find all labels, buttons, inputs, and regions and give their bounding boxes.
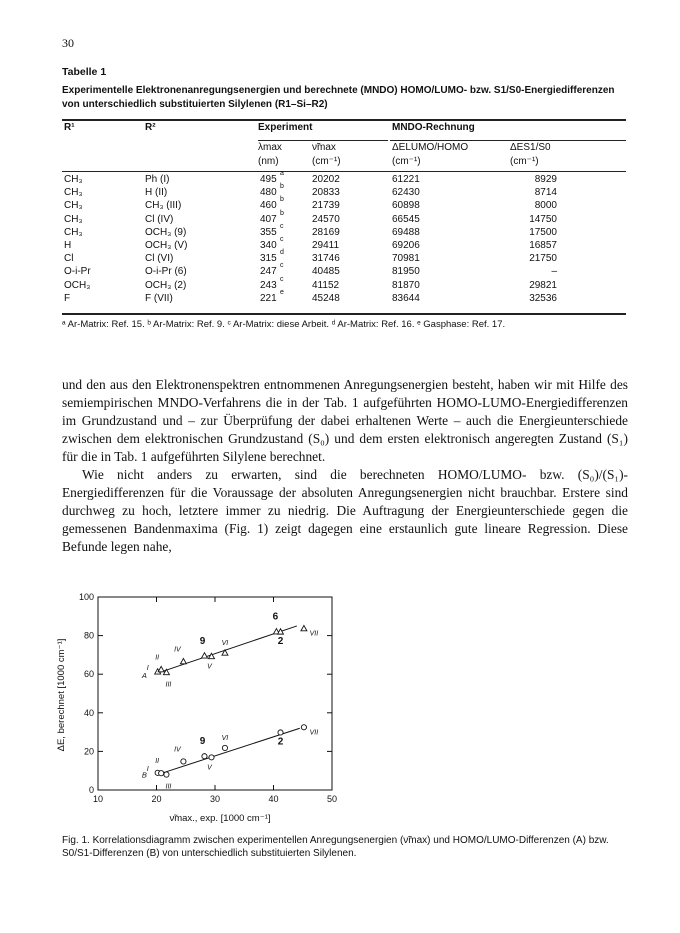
cell-delta-s: 32536 [529,292,557,304]
cell-delta-s: – [551,266,557,278]
data-point-label: VI [221,639,229,647]
cell-delta-homo: 81870 [392,279,420,291]
cell-r1: O-i-Pr [64,266,91,278]
data-point-B [202,754,207,759]
cell-footnote-mark: c [280,262,284,270]
data-point-A [301,625,307,630]
table-title: Tabelle 1 [62,66,107,78]
cell-nu: 45248 [312,292,340,304]
paragraph-1: und den aus den Elektronenspektren entnommenen Anregungsenergien besteht, haben wir mit Hilfe des semiempirischen MNDO-Verfahrens die in der Tab. 1 aufgeführten HOMO-LUMO-Energiedifferenzen im Grundzustand und – zur Überprüfung der dabei erhaltenen Werte – auch die Energieunterschiede zwischen dem elektronischen Grundzustand (S₀) und dem ersten elektronisch angeregten Zustand (S₁) für die in Tab. 1 aufgeführten Silylene berechnet. [62,377,628,464]
cell-delta-s: 16857 [529,240,557,251]
cell-lambda: 495 [260,174,277,185]
cell-r2: OCH₃ (2) [145,279,187,291]
cell-delta-homo: 81950 [392,266,420,278]
body-text [62,376,628,556]
data-point-label: I [146,664,149,672]
cell-r1: CH₃ [64,174,83,185]
table-header-rule [62,171,626,172]
experiment-rule [258,140,388,141]
data-point-label: 6 [272,611,279,623]
cell-delta-homo: 61221 [392,174,420,185]
cell-footnote-mark: e [280,288,284,296]
data-point-B [301,725,306,730]
cell-r2: Cl (VI) [145,253,174,265]
header-delta-s-unit: (cm⁻¹) [510,156,539,167]
header-nu: ν̃max [312,142,336,153]
cell-nu: 24570 [312,213,340,225]
y-tick-label: 100 [78,592,94,602]
cell-delta-s: 8000 [534,200,557,212]
cell-nu: 28169 [312,226,340,238]
cell-r2: O-i-Pr (6) [145,266,187,278]
header-delta-homo: ΔELUMO/HOMO [392,142,469,153]
data-point-label: II [155,654,160,662]
cell-lambda: 247 [260,266,277,278]
cell-lambda: 480 [260,187,277,199]
header-lambda: λmax [258,142,282,153]
cell-footnote-mark: c [280,275,284,283]
table-footnotes: ᵃ Ar-Matrix: Ref. 15. ᵇ Ar-Matrix: Ref. 9. ᶜ Ar-Matrix: diese Arbeit. ᵈ Ar-Matrix: Ref. 16. ᵉ Gasphase: Ref. 17. [62,319,506,330]
cell-r2: CH₃ (III) [145,200,182,212]
figure-caption: Fig. 1. Korrelationsdiagramm zwischen experimentellen Anregungsenergien (ν̃max) und HOMO/LUMO-Differenzen (A) bzw. S0/S1-Differenzen (B) von unterschiedlich substituierten Silylenen. [62,835,609,859]
data-point-label: 2 [277,736,284,748]
data-point-A [201,653,207,658]
cell-r2: F (VII) [145,292,173,304]
cell-nu: 31746 [312,253,340,265]
cell-lambda: 355 [260,226,277,238]
cell-delta-s: 21750 [529,253,557,265]
data-point-B [222,745,227,750]
cell-r2: OCH₃ (9) [145,226,187,238]
data-point-label: IV [174,646,181,654]
data-point-label: VII [309,729,319,737]
header-delta-homo-unit: (cm⁻¹) [392,156,421,167]
header-experiment: Experiment [258,122,313,133]
data-point-label: I [146,765,149,773]
cell-r2: OCH₃ (V) [145,240,188,251]
data-point-B [164,772,169,777]
data-point-B [278,730,283,735]
cell-delta-homo: 66545 [392,213,420,225]
x-axis-label: ν̃max., exp. [1000 cm⁻¹] [169,813,271,824]
y-tick-label: 0 [88,785,94,795]
cell-r1: CH₃ [64,187,83,199]
data-point-label: 2 [277,635,284,647]
header-r2: R² [145,122,156,133]
header-mndo: MNDO-Rechnung [392,122,475,133]
mndo-rule [390,140,626,141]
cell-delta-s: 8714 [534,187,557,199]
cell-footnote-mark: b [280,183,284,191]
cell-lambda: 243 [260,279,277,291]
cell-delta-s: 8929 [534,174,557,185]
x-tick-label: 20 [151,794,162,804]
data-point-label: III [165,783,172,791]
data-point-label: VI [221,734,229,742]
cell-r1: OCH₃ [64,279,91,291]
x-tick-label: 10 [92,794,104,804]
cell-footnote-mark: b [280,196,284,204]
cell-lambda: 340 [260,240,277,251]
header-delta-s: ΔES1/S0 [510,142,551,153]
data-point-label: V [207,663,212,671]
data-point-label: V [207,764,212,772]
cell-nu: 21739 [312,200,340,212]
x-tick-label: 40 [268,794,279,804]
cell-lambda: 407 [260,213,277,225]
header-nu-unit: (cm⁻¹) [312,156,341,167]
cell-nu: 41152 [312,279,340,291]
x-tick-label: 50 [326,794,338,804]
data-point-label: 9 [199,635,206,647]
data-point-label: VII [309,630,319,638]
cell-lambda: 221 [260,292,277,304]
data-point-label: III [165,681,172,689]
table-bottom-rule [62,313,626,315]
y-tick-label: 80 [83,630,94,641]
cell-r1: Cl [64,253,74,265]
cell-delta-s: 17500 [529,226,557,238]
cell-delta-homo: 70981 [392,253,420,265]
header-r1: R¹ [64,122,75,133]
cell-lambda: 460 [260,200,277,212]
header-lambda-unit: (nm) [258,156,279,167]
cell-footnote-mark: a [280,170,284,177]
data-point-B [159,771,164,776]
cell-delta-s: 14750 [529,213,557,225]
cell-delta-s: 29821 [529,279,557,291]
cell-r2: H (II) [145,187,168,199]
cell-nu: 29411 [312,240,340,251]
cell-delta-homo: 69488 [392,226,420,238]
data-point-B [209,755,214,760]
cell-r2: Ph (I) [145,174,170,185]
data-point-A [158,666,164,671]
paragraph-2: Wie nicht anders zu erwarten, sind die berechneten HOMO/LUMO- bzw. (S₀)/(S₁)-Energiedifferenzen für die Voraussage der absoluten Anregungsenergien nicht brauchbar. Erstere sind durchweg zu hoch, letztere immer zu niedrig. Die Auftragung der Energieunterschiede gegen die gemessenen Bandenmaxima (Fig. 1) zeigt dagegen eine erstaunlich gute lineare Regression. Diese Befunde legen nahe, [62,467,628,554]
cell-r1: CH₃ [64,200,83,212]
y-tick-label: 60 [83,669,94,680]
cell-delta-homo: 83644 [392,292,420,304]
series-label-B: B [141,770,147,780]
cell-r1: H [64,240,72,251]
y-axis-label: ΔE, berechnet [1000 cm⁻¹] [56,638,67,752]
cell-footnote-mark: c [280,222,284,230]
cell-r1: CH₃ [64,226,83,238]
cell-delta-homo: 60898 [392,200,420,212]
cell-nu: 20833 [312,187,340,199]
y-tick-label: 20 [83,746,94,757]
series-label-A: A [141,671,147,681]
cell-delta-homo: 69206 [392,240,420,251]
cell-nu: 40485 [312,266,340,278]
cell-footnote-mark: d [280,249,284,257]
data-point-B [181,759,186,764]
table-caption: Experimentelle Elektronenanregungsenergien und berechnete (MNDO) HOMO/LUMO- bzw. S1/S0-Energiedifferenzen von unterschiedlich substituierten Silylenen (R1–Si–R2) [62,85,615,110]
x-tick-label: 30 [209,794,221,804]
y-tick-label: 40 [83,707,94,718]
correlation-chart [52,585,352,825]
cell-r2: Cl (IV) [145,213,174,225]
data-point-A [180,658,186,663]
page-number: 30 [62,36,74,50]
data-point-label: 9 [199,736,206,748]
cell-footnote-mark: c [280,236,284,243]
cell-r1: CH₃ [64,213,83,225]
cell-delta-homo: 62430 [392,187,420,199]
data-point-label: II [155,758,160,766]
data-point-label: IV [174,746,181,754]
cell-footnote-mark: b [280,209,284,217]
cell-r1: F [64,292,71,304]
table-top-rule [62,119,626,121]
cell-nu: 20202 [312,174,340,185]
cell-lambda: 315 [260,253,277,265]
